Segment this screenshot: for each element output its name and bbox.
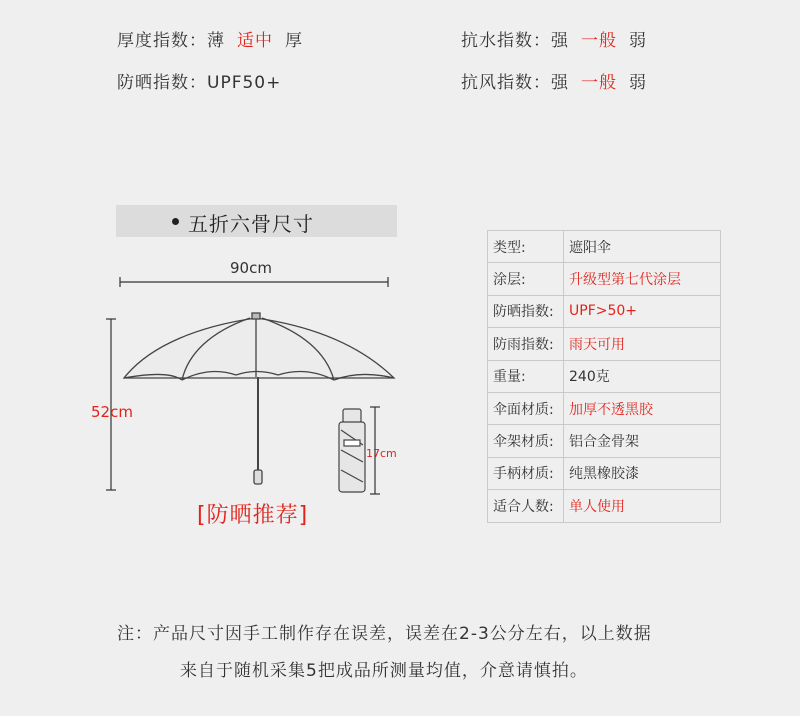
spec-key: 防晒指数: (488, 295, 564, 327)
wind-opt-strong: 强 (551, 73, 569, 93)
table-row (488, 457, 721, 489)
table-row (488, 425, 721, 457)
spec-key: 类型: (488, 231, 564, 263)
sun-value: UPF50+ (207, 73, 282, 93)
recommendation-label: [防晒推荐] (197, 503, 309, 528)
table-row (488, 392, 721, 424)
spec-value: 240克 (564, 360, 721, 392)
table-row (488, 328, 721, 360)
wind-label: 抗风指数： (461, 73, 551, 93)
spec-table (487, 230, 721, 523)
spec-value: 单人使用 (564, 490, 721, 522)
open-width-label: 90cm (230, 259, 272, 277)
thickness-opt-thin: 薄 (207, 31, 225, 51)
open-height-label: 52cm (91, 403, 133, 421)
spec-key: 伞架材质: (488, 425, 564, 457)
note-line-2: 来自于随机采集5把成品所测量均值，介意请慎拍。 (180, 661, 588, 681)
spec-value: 铝合金骨架 (564, 425, 721, 457)
wind-opt-normal: 一般 (581, 73, 617, 93)
sun-label: 防晒指数： (117, 73, 207, 93)
spec-key: 涂层: (488, 263, 564, 295)
spec-value: UPF>50+ (564, 295, 721, 327)
waterproof-opt-normal: 一般 (581, 31, 617, 51)
table-row (488, 490, 721, 522)
table-row (488, 295, 721, 327)
waterproof-opt-weak: 弱 (629, 31, 647, 51)
umbrella-folded-icon (339, 409, 365, 492)
table-row (488, 360, 721, 392)
spec-value: 雨天可用 (564, 328, 721, 360)
thickness-opt-thick: 厚 (285, 31, 303, 51)
note-line-1: 注：产品尺寸因手工制作存在误差，误差在2-3公分左右，以上数据 (117, 624, 652, 644)
thickness-opt-medium: 适中 (237, 31, 273, 51)
wind-opt-weak: 弱 (629, 73, 647, 93)
width-dimension-line (120, 277, 388, 287)
spec-value: 纯黑橡胶漆 (564, 457, 721, 489)
spec-key: 重量: (488, 360, 564, 392)
spec-key: 防雨指数: (488, 328, 564, 360)
spec-key: 伞面材质: (488, 392, 564, 424)
folded-length-label: 17cm (366, 447, 397, 460)
table-row (488, 231, 721, 263)
waterproof-label: 抗水指数： (461, 31, 551, 51)
waterproof-opt-strong: 强 (551, 31, 569, 51)
spec-key: 适合人数: (488, 490, 564, 522)
spec-key: 手柄材质: (488, 457, 564, 489)
section-title-label: 五折六骨尺寸 (188, 212, 314, 236)
table-row (488, 263, 721, 295)
spec-value: 升级型第七代涂层 (564, 263, 721, 295)
thickness-label: 厚度指数： (117, 31, 207, 51)
spec-value: 加厚不透黑胶 (564, 392, 721, 424)
spec-value: 遮阳伞 (564, 231, 721, 263)
